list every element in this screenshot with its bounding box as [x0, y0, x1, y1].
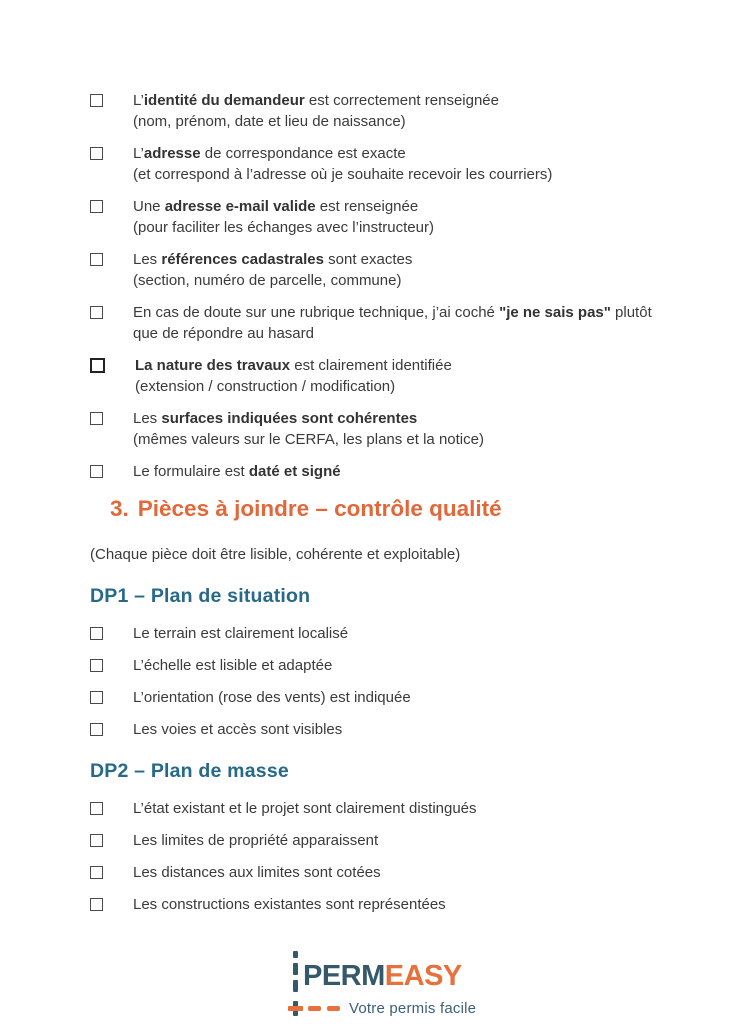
- checklist-item-text: Les distances aux limites sont cotées: [133, 864, 381, 881]
- checklist-item-text: L’identité du demandeur est correctement renseignée (nom, prénom, date et lieu de naissance): [133, 92, 499, 130]
- checkbox[interactable]: [90, 802, 103, 815]
- logo-brand-easy: EASY: [384, 960, 462, 992]
- checkbox[interactable]: [90, 465, 103, 478]
- plus-icon: [289, 1001, 302, 1016]
- dash-icon: [327, 1006, 340, 1011]
- checklist-item: [90, 461, 676, 482]
- checklist-item-text: Les surfaces indiquées sont cohérentes (mêmes valeurs sur le CERFA, les plans et la notice): [133, 410, 484, 448]
- checklist-item-text: Les voies et accès sont visibles: [133, 721, 343, 738]
- checklist-item: [90, 830, 676, 851]
- checklist-item: [90, 143, 676, 185]
- section-note: (Chaque pièce doit être lisible, cohérente et exploitable): [90, 546, 461, 563]
- checklist-item-text: Le terrain est clairement localisé: [133, 625, 349, 642]
- checklist-item: [90, 302, 676, 344]
- checklist-item-text: Les constructions existantes sont représentées: [133, 896, 446, 913]
- checkbox[interactable]: [90, 94, 103, 107]
- checklist-item: [90, 408, 676, 450]
- checkbox[interactable]: [90, 691, 103, 704]
- logo-brand-text: [303, 951, 481, 991]
- checklist-item-text: Les limites de propriété apparaissent: [133, 832, 379, 849]
- checklist-item-text: Une adresse e-mail valide est renseignée (pour faciliter les échanges avec l’instructeur): [133, 198, 434, 236]
- checklist-item-text: La nature des travaux est clairement identifiée (extension / construction / modification): [135, 357, 452, 395]
- permeasy-logo: [289, 951, 481, 1023]
- logo-tagline: Votre permis facile: [349, 1000, 477, 1017]
- checklist-item-text: L’état existant et le projet sont clairement distingués: [133, 800, 477, 817]
- checklist-item-text: En cas de doute sur une rubrique technique, j’ai coché "je ne sais pas" plutôt que de répondre au hasard: [133, 304, 652, 342]
- checklist-item: [90, 719, 676, 740]
- section-heading: [110, 496, 676, 522]
- checklist-item: [90, 90, 676, 132]
- checklist-item: [90, 894, 676, 915]
- dp2-heading: DP2 – Plan de masse: [90, 760, 289, 782]
- checklist-item: [90, 196, 676, 238]
- checklist-item-text: Le formulaire est daté et signé: [133, 463, 341, 480]
- logo-brand-perm: PERM: [303, 960, 385, 992]
- checkbox[interactable]: [90, 306, 103, 319]
- dp1-checklist: [90, 623, 676, 740]
- checkbox[interactable]: [90, 147, 103, 160]
- checkbox[interactable]: [90, 253, 103, 266]
- checklist-item: [90, 249, 676, 291]
- checkbox[interactable]: [90, 834, 103, 847]
- checklist-item: [90, 687, 676, 708]
- checklist-item: [90, 655, 676, 676]
- checkbox[interactable]: [90, 659, 103, 672]
- checkbox[interactable]: [90, 898, 103, 911]
- logo-vertical-dashed-line-icon: [293, 951, 298, 992]
- checkbox[interactable]: [90, 627, 103, 640]
- checklist-item-text: Les références cadastrales sont exactes (section, numéro de parcelle, commune): [133, 251, 413, 289]
- checklist-item: [90, 798, 676, 819]
- form-checklist: [90, 90, 676, 482]
- section-number: 3.: [110, 496, 129, 521]
- checklist-item: [90, 623, 676, 644]
- checklist-item: [90, 862, 676, 883]
- section-title: Pièces à joindre – contrôle qualité: [137, 496, 502, 521]
- logo-tagline-row: [289, 1000, 481, 1017]
- checkbox[interactable]: [90, 200, 103, 213]
- checkbox[interactable]: [90, 412, 103, 425]
- dash-icon: [308, 1006, 321, 1011]
- checkbox[interactable]: [90, 866, 103, 879]
- dp1-heading: DP1 – Plan de situation: [90, 585, 311, 607]
- checklist-item-text: L’échelle est lisible et adaptée: [133, 657, 333, 674]
- checklist-item-text: L’adresse de correspondance est exacte (et correspond à l’adresse où je souhaite recevoir les courriers): [133, 145, 553, 183]
- checklist-item-text: L’orientation (rose des vents) est indiquée: [133, 689, 411, 706]
- checkbox[interactable]: [90, 358, 105, 373]
- checkbox[interactable]: [90, 723, 103, 736]
- checklist-item: [90, 355, 676, 397]
- dp2-checklist: [90, 798, 676, 915]
